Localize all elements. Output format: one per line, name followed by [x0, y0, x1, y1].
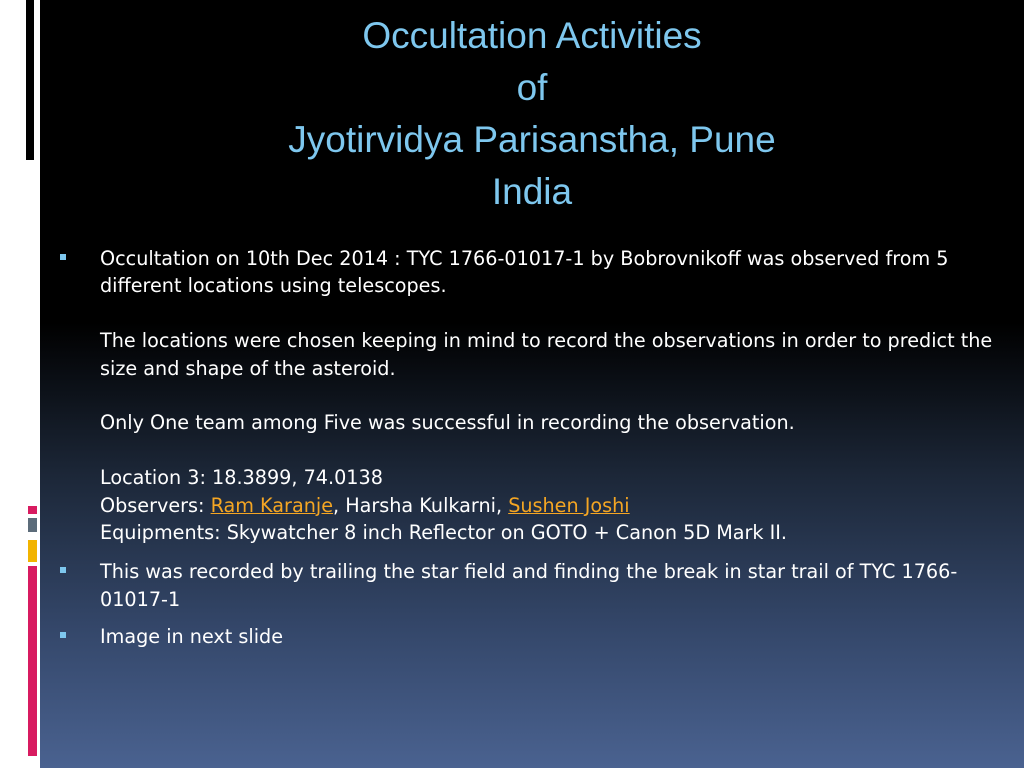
bullet-square-icon [60, 567, 66, 573]
location-coordinates: Location 3: 18.3899, 74.0138 [100, 466, 383, 490]
deco-bar-black [26, 0, 34, 160]
bullet-list [60, 245, 1010, 651]
occultation-description: Occultation on 10th Dec 2014 : TYC 1766-01017-1 by Bobrovnikoff was observed from 5 different locations using telescopes. [100, 247, 949, 298]
equipments-line: Equipments: Skywatcher 8 inch Reflector on GOTO + Canon 5D Mark II. [100, 521, 788, 545]
title-line-3: Jyotirvidya Parisanstha, Pune [288, 119, 776, 160]
observer-link-sushen-joshi[interactable]: Sushen Joshi [508, 493, 630, 517]
title-line-4: India [491, 171, 573, 212]
observer-link-ram-karanje[interactable]: Ram Karanje [210, 493, 333, 517]
bullet-item-next-slide [60, 623, 1010, 650]
observers-label: Observers: [100, 493, 211, 517]
next-slide-note: Image in next slide [100, 625, 284, 649]
deco-bar-white [28, 532, 37, 538]
recording-description: This was recorded by trailing the star field and finding the break in star trail of TYC 1766-01017-1 [100, 560, 958, 611]
observers-line [100, 492, 1010, 519]
bullet-square-icon [60, 254, 66, 260]
left-decorative-strip [0, 0, 40, 768]
locations-description: The locations were chosen keeping in mind to record the observations in order to predict the size and shape of the asteroid. [100, 329, 993, 380]
deco-bar-red-bottom [28, 566, 37, 756]
deco-bar-gray [28, 518, 37, 532]
title-line-2: of [516, 67, 548, 108]
deco-bar-gold [28, 540, 37, 562]
observers-middle: , Harsha Kulkarni, [333, 493, 509, 517]
slide-title [40, 10, 1024, 218]
bullet-square-icon [60, 632, 66, 638]
deco-bar-red-top [28, 506, 37, 514]
success-description: Only One team among Five was successful in recording the observation. [100, 411, 795, 435]
bullet-item-occultation [60, 245, 1010, 546]
title-line-1: Occultation Activities [362, 15, 702, 56]
bullet-item-recording [60, 558, 1010, 613]
